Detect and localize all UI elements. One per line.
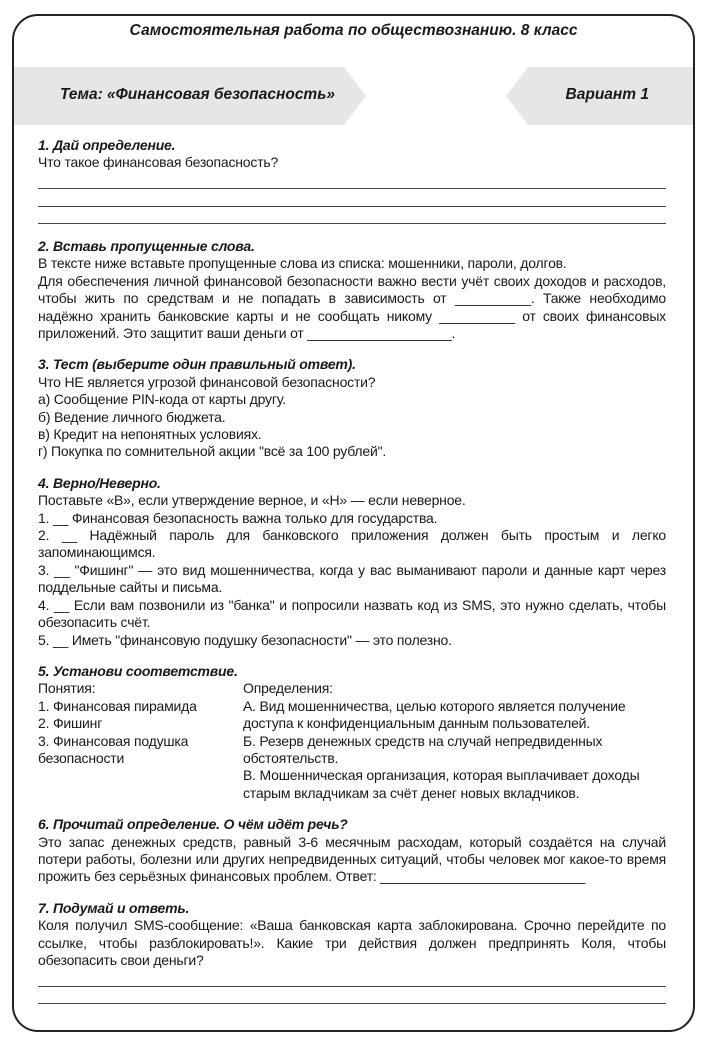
definitions-label: Определения: [243,680,333,697]
q4-item: 2. __ Надёжный пароль для банковского приложения должен быть простым и легко запоминающимся. [38,527,666,561]
q3-heading: 3. Тест (выберите один правильный ответ). [38,356,356,373]
definitions-column [243,680,666,802]
q3-option[interactable]: а) Сообщение PIN-кода от карты другу. [38,391,286,408]
variant-label: Вариант 1 [565,86,649,103]
question-3 [38,356,666,460]
definition-item: Б. Резерв денежных средств на случай непредвиденных обстоятельств. [243,732,603,766]
q3-option[interactable]: б) Ведение личного бюджета. [38,408,226,425]
q3-option[interactable]: г) Покупка по сомнительной акции "всё за 100 рублей". [38,443,387,460]
concepts-label: Понятия: [38,680,96,697]
answer-line[interactable] [38,207,666,224]
q1-heading: 1. Дай определение. [38,137,176,153]
topic-label: Тема: «Финансовая безопасность» [60,86,336,103]
q3-option[interactable]: в) Кредит на непонятных условиях. [38,426,262,443]
answer-line[interactable] [38,987,666,1004]
q3-question: Что НЕ является угрозой финансовой безопасности? [38,373,376,390]
answer-line[interactable] [38,189,666,206]
answer-line[interactable] [38,172,666,189]
q2-intro: В тексте ниже вставьте пропущенные слова из списка: мошенники, пароли, долгов. [38,255,567,272]
q4-item: 4. __ Если вам позвонили из "банка" и попросили назвать код из SMS, это нужно сделать, чтобы обезопасить счёт. [38,596,666,631]
worksheet-title: Самостоятельная работа по обществознанию. 8 класс [129,22,578,39]
concepts-column [38,680,243,802]
question-4 [38,475,666,649]
concept-item: 3. Финансовая подушка безопасности [38,732,189,766]
definition-item: А. Вид мошенничества, целью которого является получение доступа к конфиденциальным данным пользователей. [243,697,626,732]
q4-intro: Поставьте «В», если утверждение верное, и «Н» — если неверное. [38,492,466,509]
q6-text: Это запас денежных средств, равный 3-6 месячным расходам, который создаётся на случай потери работы, болезни или других непредвиденных ситуаций, чтобы человек мог какое-то время прожить без серьёзных финансовых проблем. Ответ: ___________________________ [38,833,666,885]
q4-item: 1. __ Финансовая безопасность важна только для государства. [38,509,438,526]
worksheet-content [14,137,693,1004]
question-2 [38,238,666,342]
question-7 [38,900,666,1004]
concept-item: 1. Финансовая пирамида [38,697,197,714]
q2-heading: 2. Вставь пропущенные слова. [38,237,255,254]
q7-heading: 7. Подумай и ответь. [38,899,190,916]
q2-text: Для обеспечения личной финансовой безопасности важно вести учёт своих доходов и расходов, чтобы жить по средствам и не попадать в зависимость от __________. Также необходимо надёжно хранить банковские карты и не сообщать никому __________ от своих финансовых приложений. Это защитит ваши деньги от ___________________. [38,272,666,342]
definition-item: В. Мошенническая организация, которая выплачивает доходы старым вкладчикам за счёт денег новых вкладчиков. [243,767,640,801]
q6-heading: 6. Прочитай определение. О чём идёт речь? [38,816,348,833]
concept-item: 2. Фишинг [38,715,103,732]
page-frame [12,14,695,1032]
q4-item: 3. __ "Фишинг" — это вид мошенничества, когда у вас выманивают пароли и данные карт через поддельные сайты и письма. [38,561,666,596]
q5-heading: 5. Установи соответствие. [38,662,238,679]
q4-item: 5. __ Иметь "финансовую подушку безопасности" — это полезно. [38,631,452,648]
header-band [14,67,693,125]
question-6 [38,816,666,886]
question-5 [38,663,666,802]
q1-text: Что такое финансовая безопасность? [38,154,279,171]
q4-heading: 4. Верно/Неверно. [38,474,161,491]
answer-line[interactable] [38,969,666,986]
q7-text: Коля получил SMS-сообщение: «Ваша банковская карта заблокирована. Срочно перейдите по ссылке, чтобы разблокировать!». Какие три действия должен предпринять Коля, чтобы обезопасить свои деньги? [38,917,666,969]
question-1 [38,137,666,224]
